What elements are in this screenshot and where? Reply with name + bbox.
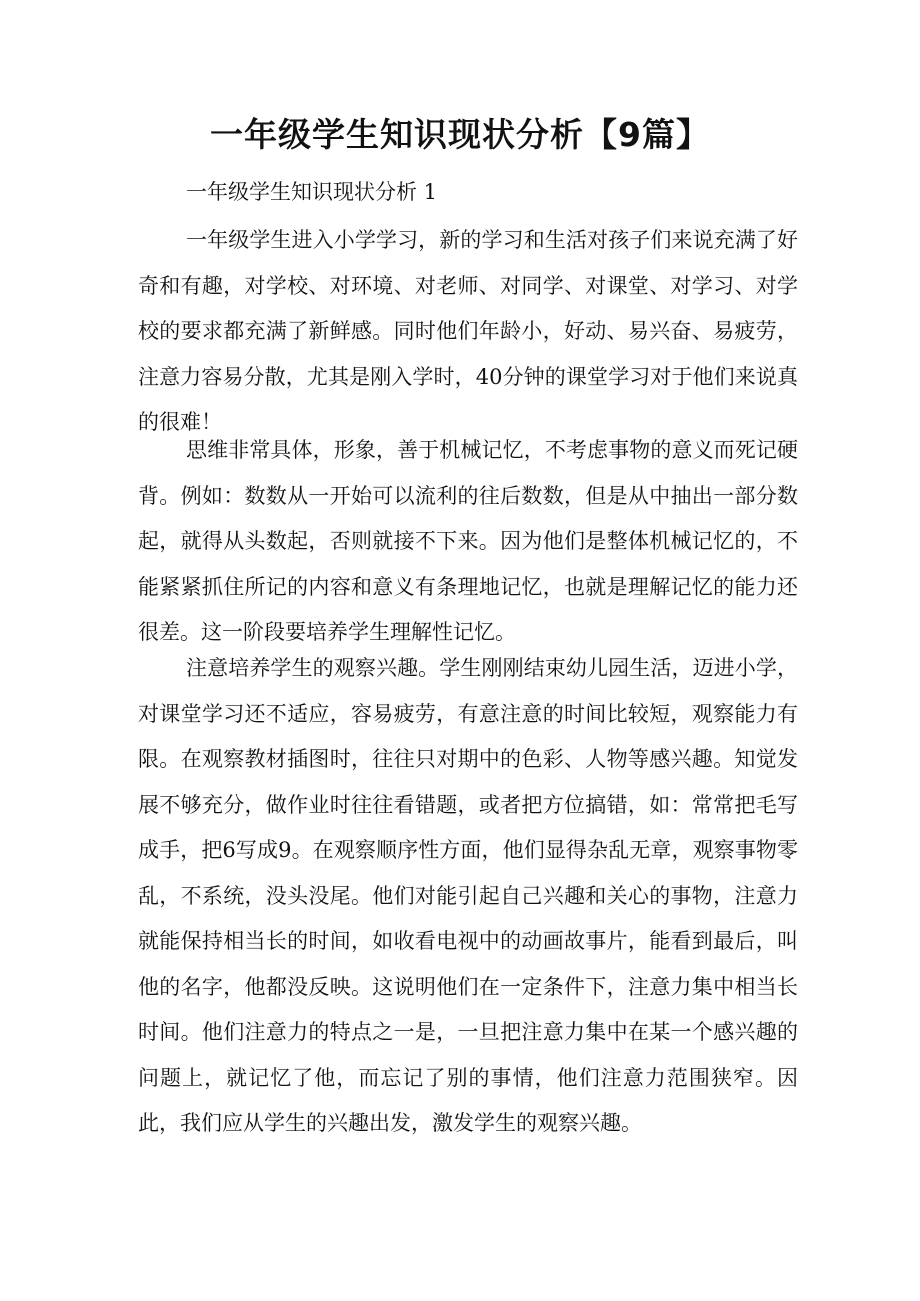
document-title: 一年级学生知识现状分析【9篇】: [210, 115, 710, 154]
paragraph-2: 思维非常具体，形象，善于机械记忆，不考虑事物的意义而死记硬背。例如：数数从一开始可以流利的往后数数，但是从中抽出一部分数起，就得从头数起，否则就接不下来。因为他们是整体机械记忆的，不能紧紧抓住所记的内容和意义有条理地记忆，也就是理解记忆的能力还很差。这一阶段要培养学生理解性记忆。: [138, 438, 798, 644]
paragraph-1: 一年级学生进入小学学习，新的学习和生活对孩子们来说充满了好奇和有趣，对学校、对环境、对老师、对同学、对课堂、对学习、对学校的要求都充满了新鲜感。同时他们年龄小，好动、易兴奋、易疲劳，注意力容易分散，尤其是刚入学时，40分钟的课堂学习对于他们来说真的很难！: [138, 228, 798, 434]
paragraph-3: 注意培养学生的观察兴趣。学生刚刚结束幼儿园生活，迈进小学，对课堂学习还不适应，容易疲劳，有意注意的时间比较短，观察能力有限。在观察教材插图时，往往只对期中的色彩、人物等感兴趣。知觉发展不够充分，做作业时往往看错题，或者把方位搞错，如：常常把毛写成手，把6写成9。在观察顺序性方面，他们显得杂乱无章，观察事物零乱，不系统，没头没尾。他们对能引起自己兴趣和关心的事物，注意力就能保持相当长的时间，如收看电视中的动画故事片，能看到最后，叫他的名字，他都没反映。这说明他们在一定条件下，注意力集中相当长时间。他们注意力的特点之一是，一旦把注意力集中在某一个感兴趣的问题上，就记忆了他，而忘记了别的事情，他们注意力范围狭窄。因此，我们应从学生的兴趣出发，激发学生的观察兴趣。: [138, 656, 798, 1135]
section-heading: 一年级学生知识现状分析 1: [186, 180, 438, 204]
